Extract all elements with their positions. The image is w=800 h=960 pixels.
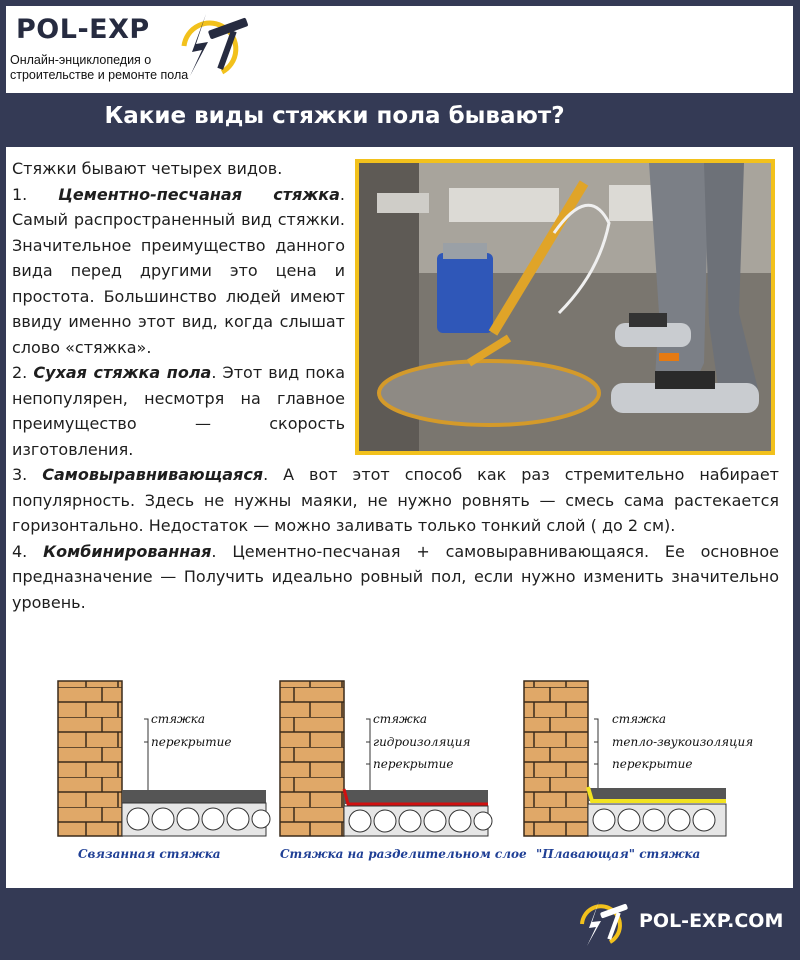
diagram-floating-screed	[524, 681, 753, 861]
footer-logo-icon	[572, 898, 632, 950]
layer-label: стяжка	[373, 712, 428, 726]
content-panel	[6, 147, 793, 888]
item-label: Цементно-песчаная стяжка	[58, 184, 340, 204]
diagram-caption: Связанная стяжка	[78, 847, 221, 861]
layer-label: перекрытие	[151, 735, 232, 749]
layer-label: стяжка	[151, 712, 206, 726]
site-logo: POL-EXP	[16, 14, 150, 45]
layer-label: гидроизоляция	[373, 735, 471, 749]
diagram-caption: "Плавающая" стяжка	[536, 847, 701, 861]
screed-diagrams	[6, 147, 793, 888]
header-panel	[6, 6, 793, 93]
list-item: 2. Сухая стяжка пола. Этот вид пока непопулярен, несмотря на главное преимущество — скорость изготовления.	[12, 363, 346, 459]
intro-text: Стяжки бывают четырех видов.	[12, 159, 283, 178]
site-tagline: Онлайн-энциклопедия о строительстве и ремонте пола	[10, 53, 189, 82]
article-title: Какие виды стяжки пола бывают?	[104, 103, 565, 129]
layer-label: тепло-звукоизоляция	[612, 735, 754, 749]
diagram-caption: Стяжка на разделительном слое	[280, 847, 527, 861]
diagram-separation-screed	[280, 681, 527, 861]
list-item: 4. Комбинированная. Цементно-песчаная + самовыравнивающаяся. Ее основное предназначение — Получить идеально ровный пол, если нужно изменить значительно уровень.	[12, 541, 779, 612]
article-title-bar	[6, 93, 653, 147]
layer-label: перекрытие	[373, 757, 454, 771]
footer-brand: POL-EXP.COM	[639, 910, 784, 932]
item-label: Самовыравнивающаяся	[42, 465, 264, 484]
layer-label: стяжка	[612, 712, 667, 726]
list-item: 3. Самовыравнивающаяся. А вот этот способ как раз стремительно набирает популярность. Здесь не нужны маяки, не нужно ровнять — смесь сама растекается горизонтально. Недостаток — можно заливать только тонкий слой ( до 2 см).	[12, 465, 779, 535]
list-item: 1. Цементно-песчаная стяжка. Самый распространенный вид стяжки. Значительное преимущество данного вида перед другими это цена и простота. Большинство людей имеют ввиду именно этот вид, когда слышат слово «стяжка».	[12, 184, 345, 357]
diagram-bonded-screed	[58, 681, 270, 861]
item-label: Комбинированная	[43, 541, 212, 561]
item-label: Сухая стяжка пола	[33, 363, 212, 382]
layer-label: перекрытие	[612, 757, 693, 771]
